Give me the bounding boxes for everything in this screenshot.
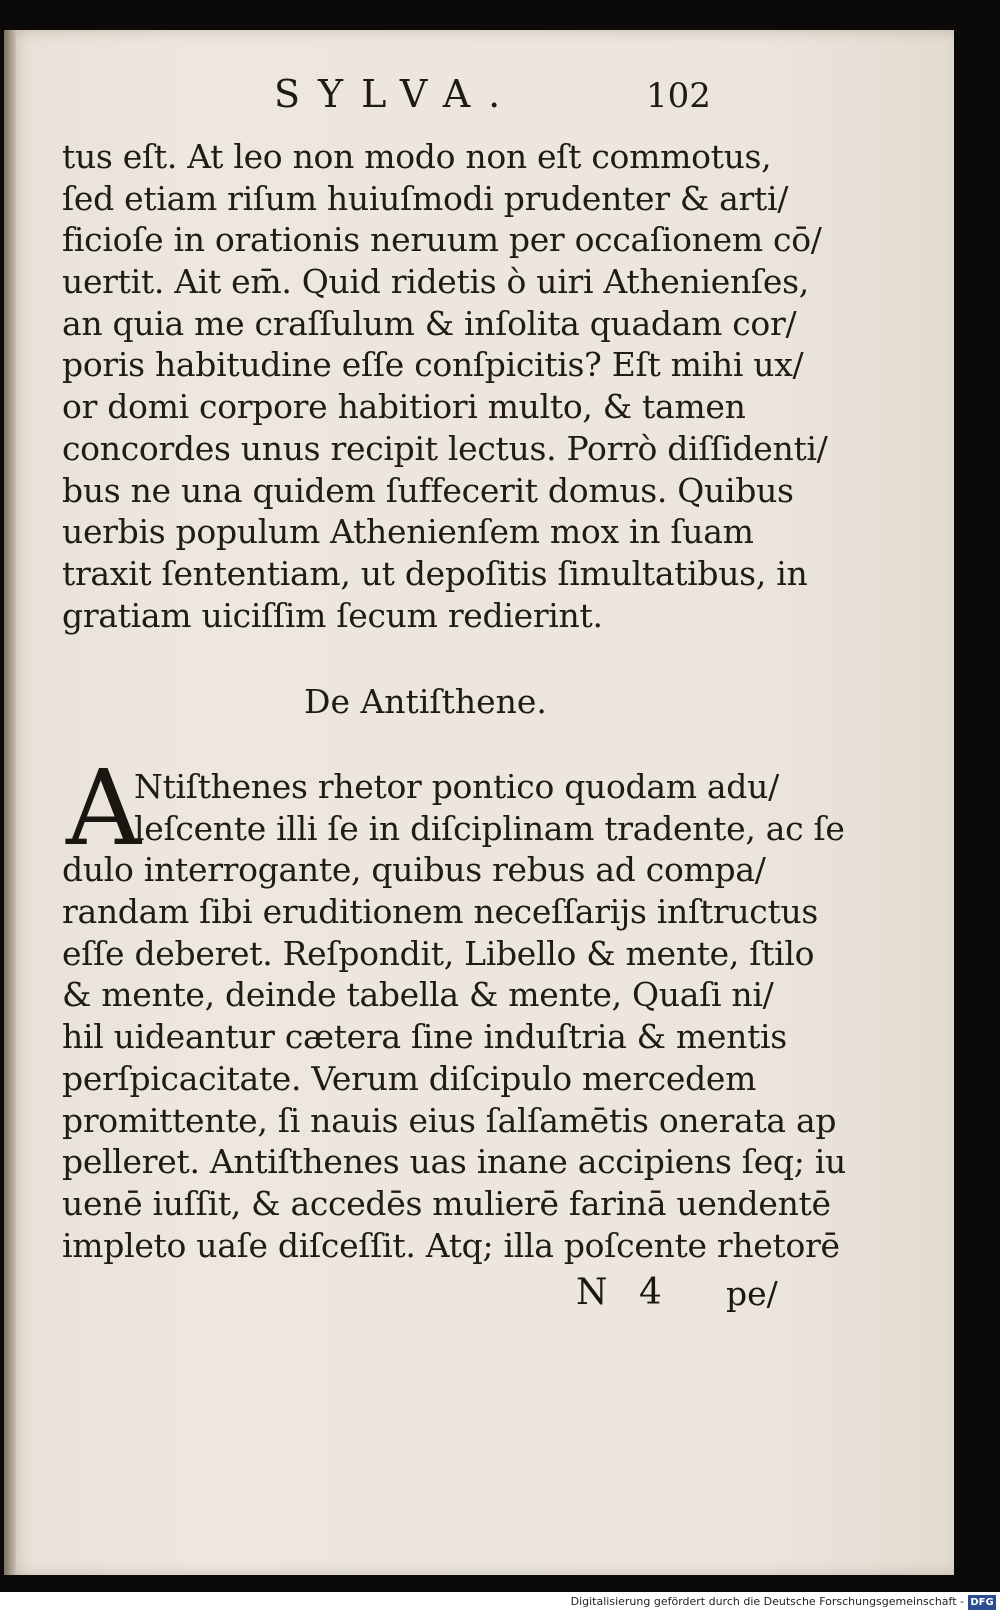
text-line: poris habitudine eſſe conſpicitis? Eſt mihi ux/ <box>62 345 804 385</box>
signature-mark: N 4 <box>576 1272 672 1313</box>
text-line: traxit ſententiam, ut depoſitis ſimultatibus, in <box>62 553 808 593</box>
text-line: or domi corpore habitiori multo, & tamen <box>62 387 746 427</box>
text-line: ſed etiam riſum huiuſmodi prudenter & arti/ <box>62 178 789 218</box>
book-page <box>4 30 954 1575</box>
text-line: dulo interrogante, quibus rebus ad compa/ <box>62 850 766 890</box>
text-line: uerbis populum Athenienſem mox in ſuam <box>62 512 754 552</box>
text-line: eſſe deberet. Reſpondit, Libello & mente, ſtilo <box>62 933 815 973</box>
text-line: gratiam uiciſſim ſecum redierint. <box>62 595 603 635</box>
section-1-text <box>62 136 828 636</box>
footer-bar <box>0 1592 1000 1615</box>
text-line: bus ne una quidem ſuffecerit domus. Quibus <box>62 470 794 510</box>
text-line: an quia me craſſulum & inſolita quadam cor/ <box>62 303 797 343</box>
text-line: ficioſe in orationis neruum per occaſionem cō/ <box>62 220 822 260</box>
text-line: uertit. Ait em̄. Quid ridetis ò uiri Athenienſes, <box>62 262 809 302</box>
text-line: concordes unus recipit lectus. Porrò diſſidenti/ <box>62 428 828 468</box>
text-line: Ntiſthenes rhetor pontico quodam adu/ <box>134 767 779 806</box>
running-head-title: SYLVA. <box>274 72 519 116</box>
page-number: 102 <box>646 76 711 116</box>
text-line: impleto uaſe diſceſſit. Atq; illa poſcente rhetorē <box>62 1225 840 1265</box>
catchword: pe/ <box>726 1274 778 1313</box>
footer-credit: Digitalisierung gefördert durch die Deutsche Forschungsgemeinschaft - <box>570 1595 964 1608</box>
section-2-text <box>62 747 846 1266</box>
text-line: promittente, ſi nauis eius ſalſamētis onerata ap <box>62 1100 837 1140</box>
dfg-logo-icon: DFG <box>968 1595 996 1610</box>
page-gutter <box>4 30 16 1575</box>
text-line: & mente, deinde tabella & mente, Quaſi ni/ <box>62 975 774 1015</box>
text-line: leſcente illi ſe in diſciplinam tradente, ac ſe <box>134 808 845 848</box>
text-line: hil uideantur cætera ſine induſtria & mentis <box>62 1017 787 1057</box>
text-line: randam ſibi eruditionem neceſſarijs inſtructus <box>62 892 819 932</box>
text-line: tus eſt. At leo non modo non eſt commotus, <box>62 137 772 176</box>
text-line: pelleret. Antiſthenes uas inane accipiens ſeq; iu <box>62 1142 846 1182</box>
running-head <box>4 72 954 122</box>
text-line: perſpicacitate. Verum diſcipulo mercedem <box>62 1058 757 1098</box>
drop-initial: A <box>66 747 142 869</box>
section-heading: De Antiſthene. <box>304 682 547 721</box>
text-line: uenē iuſſit, & accedēs mulierē farinā uendentē <box>62 1183 831 1223</box>
